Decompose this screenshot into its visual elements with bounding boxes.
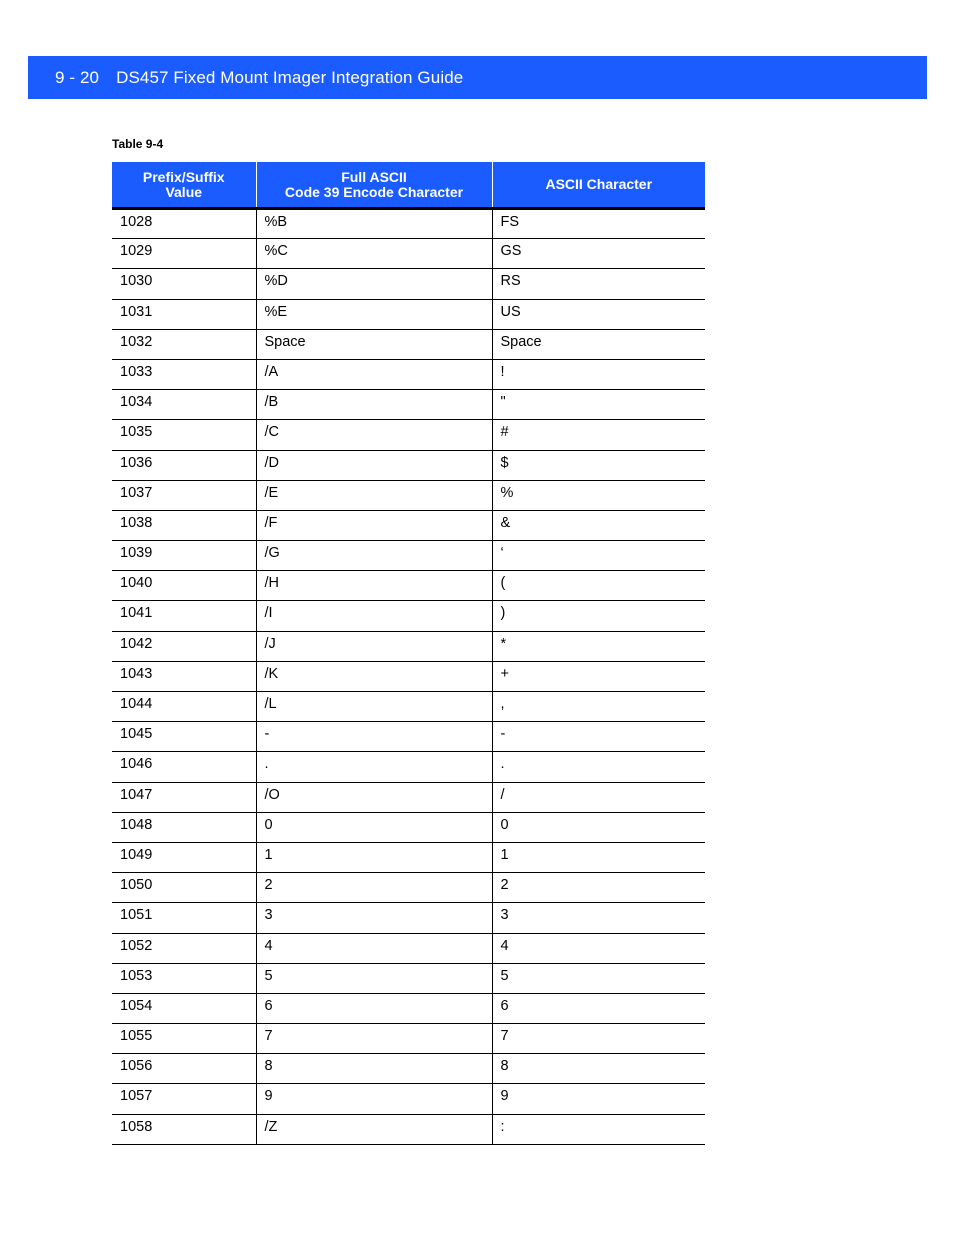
- table-row: [112, 903, 705, 933]
- prefix-suffix-value-cell: 1052: [112, 933, 256, 963]
- code39-encode-character-cell: /Z: [256, 1114, 492, 1144]
- ascii-character-cell: :: [492, 1114, 705, 1144]
- ascii-character-cell: /: [492, 782, 705, 812]
- prefix-suffix-value-cell: 1054: [112, 993, 256, 1023]
- code39-encode-character-cell: 3: [256, 903, 492, 933]
- table-row: [112, 359, 705, 389]
- ascii-character-cell: ": [492, 390, 705, 420]
- prefix-suffix-value-cell: 1047: [112, 782, 256, 812]
- prefix-suffix-value-cell: 1058: [112, 1114, 256, 1144]
- table-row: [112, 299, 705, 329]
- code39-encode-character-cell: /I: [256, 601, 492, 631]
- code39-encode-character-cell: /A: [256, 359, 492, 389]
- code39-encode-character-cell: /D: [256, 450, 492, 480]
- document-title: DS457 Fixed Mount Imager Integration Guide: [116, 67, 464, 87]
- ascii-character-cell: ,: [492, 692, 705, 722]
- table-row: [112, 692, 705, 722]
- table-row: [112, 933, 705, 963]
- code39-encode-character-cell: /H: [256, 571, 492, 601]
- ascii-character-cell: FS: [492, 209, 705, 239]
- ascii-character-cell: %: [492, 480, 705, 510]
- ascii-character-cell: -: [492, 722, 705, 752]
- table-row: [112, 390, 705, 420]
- prefix-suffix-value-cell: 1049: [112, 842, 256, 872]
- code39-encode-character-cell: %D: [256, 269, 492, 299]
- ascii-character-cell: !: [492, 359, 705, 389]
- prefix-suffix-value-cell: 1037: [112, 480, 256, 510]
- ascii-character-cell: #: [492, 420, 705, 450]
- prefix-suffix-value-cell: 1051: [112, 903, 256, 933]
- ascii-character-cell: 5: [492, 963, 705, 993]
- prefix-suffix-value-cell: 1028: [112, 209, 256, 239]
- table-row: [112, 329, 705, 359]
- prefix-suffix-value-cell: 1038: [112, 510, 256, 540]
- prefix-suffix-value-cell: 1044: [112, 692, 256, 722]
- ascii-character-cell: 1: [492, 842, 705, 872]
- ascii-character-cell: 0: [492, 812, 705, 842]
- table-row: [112, 631, 705, 661]
- code39-encode-character-cell: 9: [256, 1084, 492, 1114]
- ascii-character-cell: 6: [492, 993, 705, 1023]
- table-row: [112, 450, 705, 480]
- table-row: [112, 963, 705, 993]
- prefix-suffix-value-cell: 1053: [112, 963, 256, 993]
- column-header-code39-encode-character: [256, 162, 492, 209]
- prefix-suffix-value-cell: 1045: [112, 722, 256, 752]
- table-row: [112, 873, 705, 903]
- ascii-character-cell: 2: [492, 873, 705, 903]
- column-header-line: ASCII Character: [545, 176, 653, 192]
- ascii-conversion-table: [112, 162, 705, 1145]
- table-row: [112, 510, 705, 540]
- table-row: [112, 1114, 705, 1144]
- prefix-suffix-value-cell: 1048: [112, 812, 256, 842]
- table-row: [112, 782, 705, 812]
- table-row: [112, 993, 705, 1023]
- ascii-character-cell: $: [492, 450, 705, 480]
- ascii-character-cell: 3: [492, 903, 705, 933]
- code39-encode-character-cell: 7: [256, 1024, 492, 1054]
- table-row: [112, 1054, 705, 1084]
- ascii-character-cell: RS: [492, 269, 705, 299]
- ascii-character-cell: (: [492, 571, 705, 601]
- prefix-suffix-value-cell: 1040: [112, 571, 256, 601]
- prefix-suffix-value-cell: 1046: [112, 752, 256, 782]
- table-header-row: [112, 162, 705, 209]
- code39-encode-character-cell: /G: [256, 541, 492, 571]
- table-row: [112, 812, 705, 842]
- prefix-suffix-value-cell: 1029: [112, 239, 256, 269]
- prefix-suffix-value-cell: 1039: [112, 541, 256, 571]
- ascii-character-cell: 8: [492, 1054, 705, 1084]
- table-row: [112, 661, 705, 691]
- table-row: [112, 541, 705, 571]
- code39-encode-character-cell: 6: [256, 993, 492, 1023]
- prefix-suffix-value-cell: 1032: [112, 329, 256, 359]
- code39-encode-character-cell: 8: [256, 1054, 492, 1084]
- table-row: [112, 752, 705, 782]
- prefix-suffix-value-cell: 1033: [112, 359, 256, 389]
- code39-encode-character-cell: 4: [256, 933, 492, 963]
- code39-encode-character-cell: /O: [256, 782, 492, 812]
- prefix-suffix-value-cell: 1043: [112, 661, 256, 691]
- ascii-character-cell: +: [492, 661, 705, 691]
- code39-encode-character-cell: 1: [256, 842, 492, 872]
- ascii-character-cell: GS: [492, 239, 705, 269]
- prefix-suffix-value-cell: 1056: [112, 1054, 256, 1084]
- prefix-suffix-value-cell: 1041: [112, 601, 256, 631]
- code39-encode-character-cell: %B: [256, 209, 492, 239]
- table-row: [112, 601, 705, 631]
- column-header-line: Code 39 Encode Character: [284, 183, 464, 200]
- prefix-suffix-value-cell: 1042: [112, 631, 256, 661]
- table-row: [112, 1024, 705, 1054]
- column-header-line: Prefix/Suffix: [142, 168, 225, 185]
- ascii-character-cell: ): [492, 601, 705, 631]
- ascii-character-cell: .: [492, 752, 705, 782]
- table-row: [112, 420, 705, 450]
- prefix-suffix-value-cell: 1036: [112, 450, 256, 480]
- prefix-suffix-value-cell: 1055: [112, 1024, 256, 1054]
- code39-encode-character-cell: 5: [256, 963, 492, 993]
- code39-encode-character-cell: -: [256, 722, 492, 752]
- code39-encode-character-cell: /B: [256, 390, 492, 420]
- table-row: [112, 571, 705, 601]
- ascii-character-cell: US: [492, 299, 705, 329]
- table-row: [112, 1084, 705, 1114]
- code39-encode-character-cell: .: [256, 752, 492, 782]
- code39-encode-character-cell: /C: [256, 420, 492, 450]
- code39-encode-character-cell: /F: [256, 510, 492, 540]
- ascii-character-cell: Space: [492, 329, 705, 359]
- prefix-suffix-value-cell: 1057: [112, 1084, 256, 1114]
- code39-encode-character-cell: /L: [256, 692, 492, 722]
- page-header: [28, 56, 927, 99]
- ascii-character-cell: 4: [492, 933, 705, 963]
- page-number: 9 - 20: [55, 67, 100, 87]
- code39-encode-character-cell: 0: [256, 812, 492, 842]
- ascii-character-cell: ‘: [492, 541, 705, 571]
- table-caption: Table 9-4: [112, 137, 164, 151]
- column-header-prefix-suffix-value: [112, 162, 256, 209]
- table-row: [112, 842, 705, 872]
- prefix-suffix-value-cell: 1030: [112, 269, 256, 299]
- prefix-suffix-value-cell: 1035: [112, 420, 256, 450]
- table-header: [112, 162, 705, 209]
- code39-encode-character-cell: 2: [256, 873, 492, 903]
- table-row: [112, 722, 705, 752]
- ascii-character-cell: 9: [492, 1084, 705, 1114]
- table-row: [112, 480, 705, 510]
- code39-encode-character-cell: /E: [256, 480, 492, 510]
- code39-encode-character-cell: /K: [256, 661, 492, 691]
- column-header-line: Full ASCII: [341, 168, 407, 185]
- table-row: [112, 269, 705, 299]
- ascii-character-cell: &: [492, 510, 705, 540]
- code39-encode-character-cell: %E: [256, 299, 492, 329]
- prefix-suffix-value-cell: 1034: [112, 390, 256, 420]
- table-row: [112, 239, 705, 269]
- ascii-character-cell: *: [492, 631, 705, 661]
- column-header-ascii-character: [492, 162, 705, 209]
- column-header-line: Value: [165, 183, 203, 200]
- prefix-suffix-value-cell: 1050: [112, 873, 256, 903]
- code39-encode-character-cell: /J: [256, 631, 492, 661]
- prefix-suffix-value-cell: 1031: [112, 299, 256, 329]
- code39-encode-character-cell: Space: [256, 329, 492, 359]
- ascii-character-cell: 7: [492, 1024, 705, 1054]
- table-row: [112, 209, 705, 239]
- table-body: [112, 209, 705, 1145]
- code39-encode-character-cell: %C: [256, 239, 492, 269]
